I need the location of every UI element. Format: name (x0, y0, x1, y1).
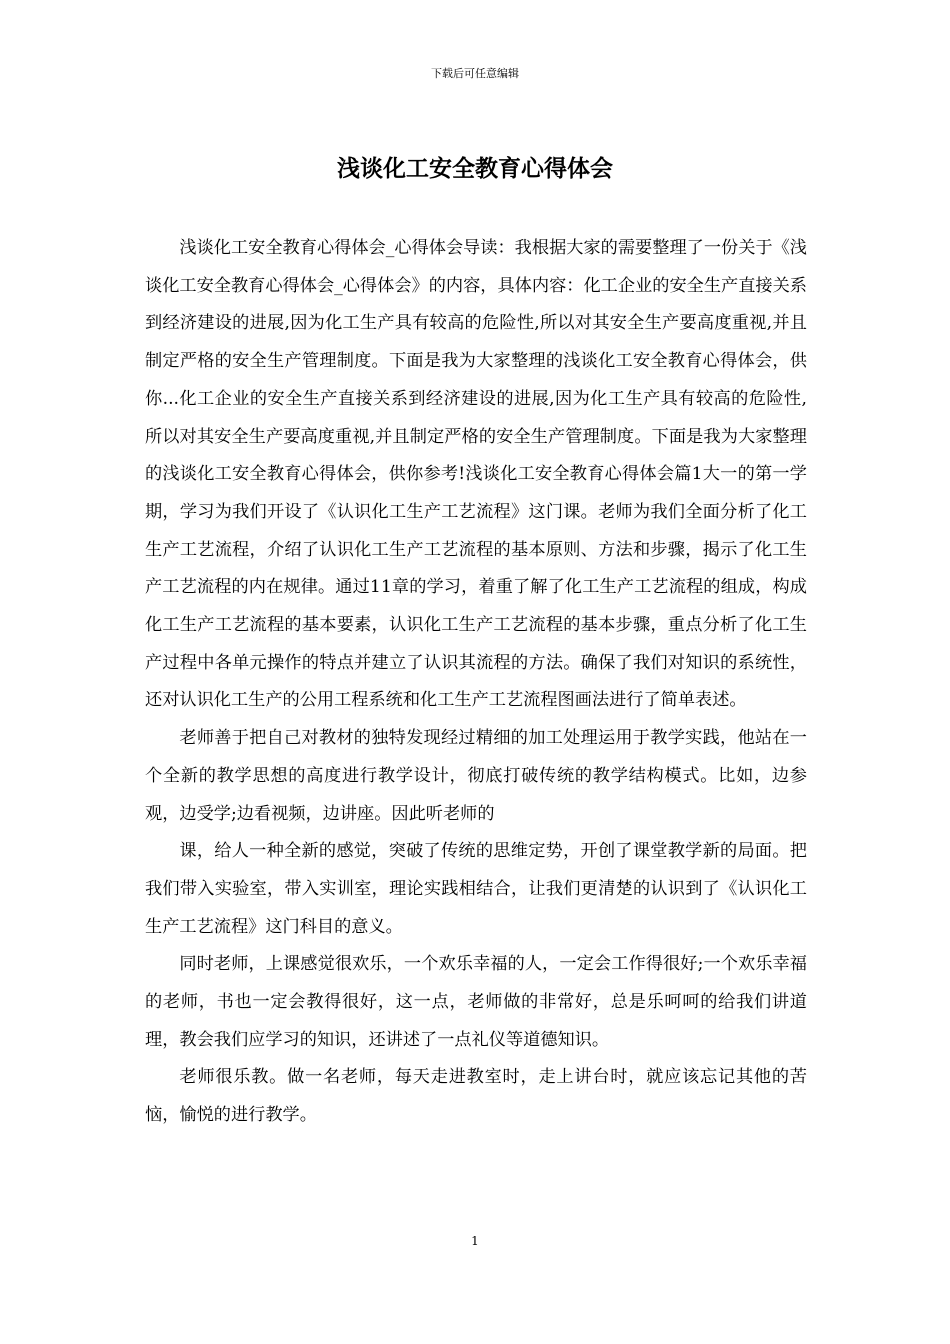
paragraph-1: 浅谈化工安全教育心得体会_心得体会导读：我根据大家的需要整理了一份关于《浅谈化工安全教育心得体会_心得体会》的内容，具体内容：化工企业的安全生产直接关系到经济建设的进展,因为化工生产具有较高的危险性,所以对其安全生产要高度重视,并且制定严格的安全生产管理制度。下面是我为大家整理的浅谈化工安全教育心得体会，供你...化工企业的安全生产直接关系到经济建设的进展,因为化工生产具有较高的危险性,所以对其安全生产要高度重视,并且制定严格的安全生产管理制度。下面是我为大家整理的浅谈化工安全教育心得体会，供你参考!浅谈化工安全教育心得体会篇1大一的第一学期，学习为我们开设了《认识化工生产工艺流程》这门课。老师为我们全面分析了化工生产工艺流程，介绍了认识化工生产工艺流程的基本原则、方法和步骤，揭示了化工生产工艺流程的内在规律。通过11章的学习，着重了解了化工生产工艺流程的组成，构成化工生产工艺流程的基本要素，认识化工生产工艺流程的基本步骤，重点分析了化工生产过程中各单元操作的特点并建立了认识其流程的方法。确保了我们对知识的系统性，还对认识化工生产的公用工程系统和化工生产工艺流程图画法进行了简单表述。 (145, 238, 807, 711)
header-note: 下载后可任意编辑 (431, 67, 519, 80)
page-number: 1 (471, 1234, 479, 1248)
document-body (145, 230, 807, 1135)
paragraph-2: 老师善于把自己对教材的独特发现经过精细的加工处理运用于教学实践，他站在一个全新的教学思想的高度进行教学设计，彻底打破传统的教学结构模式。比如，边参观，边受学;边看视频，边讲座。因此听老师的 (145, 728, 807, 824)
document-title: 浅谈化工安全教育心得体会 (337, 155, 613, 182)
paragraph-5: 老师很乐教。做一名老师，每天走进教室时，走上讲台时，就应该忘记其他的苦恼，愉悦的进行教学。 (145, 1067, 807, 1126)
paragraph-3: 课，给人一种全新的感觉，突破了传统的思维定势，开创了课堂教学新的局面。把我们带入实验室，带入实训室，理论实践相结合，让我们更清楚的认识到了《认识化工生产工艺流程》这门科目的意义。 (145, 841, 807, 937)
paragraph-4: 同时老师，上课感觉很欢乐，一个欢乐幸福的人，一定会工作得很好;一个欢乐幸福的老师，书也一定会教得很好，这一点，老师做的非常好，总是乐呵呵的给我们讲道理，教会我们应学习的知识，还讲述了一点礼仪等道德知识。 (145, 954, 807, 1050)
